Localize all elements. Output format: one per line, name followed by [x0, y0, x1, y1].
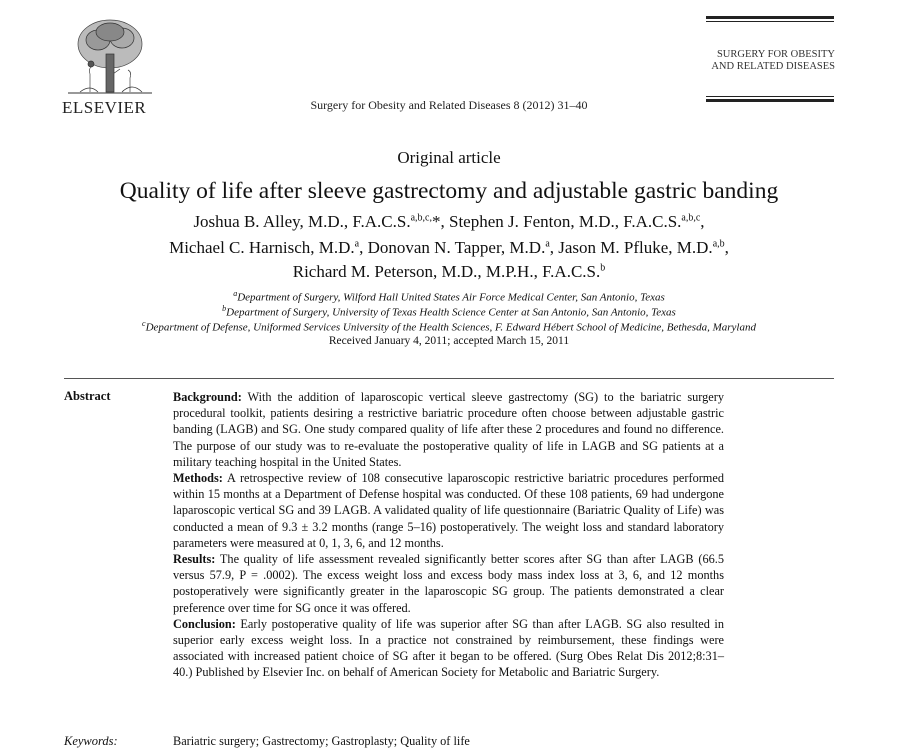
abstract-background	[173, 389, 724, 470]
abstract-methods	[173, 470, 724, 551]
affiliation-text: Department of Surgery, Wilford Hall United States Air Force Medical Center, San Antonio, Texas	[237, 291, 665, 304]
author-name: Michael C. Harnisch, M.D.	[169, 238, 355, 257]
author-affiliation-marker: a,b,c	[681, 212, 701, 224]
abstract-text: With the addition of laparoscopic vertical sleeve gastrectomy (SG) to the bariatric surgery procedural toolkit, patients desiring a restrictive bariatric procedure often choose between adjustable gastric banding (LAGB) and SG. One study compared quality of life after these 2 procedures and found no difference. The purpose of our study was to re-evaluate the postoperative quality of life in LAGB and SG patients at a military teaching hospital in the United States.	[173, 390, 724, 469]
authors-line-1	[0, 212, 898, 232]
abstract-text: A retrospective review of 108 consecutive laparoscopic restrictive bariatric procedures performed within 15 months at a Department of Defense hospital was conducted. Of these 108 patients, 69 had undergone laparoscopic vertical SG and 39 LAGB. A validated quality of life questionnaire (Bariatric Quality of Life) was conducted a mean of 9.3 ± 3.2 months (range 5–16) postoperatively. The weight loss and standard laboratory parameters were measured at 0, 1, 3, 6, and 12 months.	[173, 471, 724, 550]
article-title: Quality of life after sleeve gastrectomy and adjustable gastric banding	[119, 178, 779, 204]
abstract-results	[173, 551, 724, 616]
journal-name-line1: SURGERY FOR OBESITY	[716, 49, 835, 60]
authors-line-3	[0, 262, 898, 282]
affiliation-marker: a	[233, 289, 238, 298]
abstract-heading: Methods:	[173, 471, 223, 486]
header-rule-top	[706, 16, 834, 19]
received-dates: Received January 4, 2011; accepted March 15, 2011	[328, 335, 570, 347]
author-affiliation-marker: b	[600, 262, 606, 274]
authors-line-2	[0, 238, 898, 258]
keywords-text: Bariatric surgery; Gastrectomy; Gastroplasty; Quality of life	[173, 734, 470, 748]
author-separator: ,	[440, 212, 449, 231]
affiliation-text: Department of Defense, Uniformed Services University of the Health Sciences, F. Edward Hébert School of Medicine, Bethesda, Maryland	[145, 321, 756, 334]
author-name: Stephen J. Fenton, M.D., F.A.C.S.	[448, 212, 682, 231]
author-affiliation-marker: a,b,c,	[410, 212, 432, 224]
author-separator: ,	[549, 238, 559, 257]
affiliation-marker: b	[222, 304, 227, 313]
abstract-body	[173, 389, 724, 681]
author-name: Joshua B. Alley, M.D., F.A.C.S.	[193, 212, 411, 231]
abstract-heading: Conclusion:	[173, 616, 236, 631]
affiliation-marker: c	[142, 319, 146, 328]
article-type: Original article	[397, 148, 501, 167]
author-name: Jason M. Pfluke, M.D.	[558, 238, 713, 257]
publisher-name: ELSEVIER	[62, 98, 147, 117]
abstract-heading: Results:	[173, 552, 216, 567]
keywords-label: Keywords:	[64, 734, 118, 748]
abstract-divider	[64, 378, 834, 379]
abstract-label: Abstract	[64, 389, 111, 403]
abstract-heading: Background:	[173, 390, 242, 404]
affiliation-a	[0, 289, 898, 304]
abstract-conclusion	[173, 616, 724, 681]
affiliation-c	[0, 319, 898, 334]
journal-name	[690, 49, 835, 73]
author-name: Richard M. Peterson, M.D., M.P.H., F.A.C.S.	[292, 262, 601, 281]
affiliation-text: Department of Surgery, University of Texas Health Science Center at San Antonio, San Antonio, Texas	[226, 306, 676, 319]
header-rule-bottom	[706, 99, 834, 102]
author-name: Donovan N. Tapper, M.D.	[367, 238, 546, 257]
author-affiliation-marker: a	[545, 238, 550, 250]
author-separator: ,	[724, 238, 729, 257]
author-affiliation-marker: a,b	[712, 238, 725, 250]
abstract-text: Early postoperative quality of life was superior after SG than after LAGB. SG also resulted in superior early excess weight loss. In a practice not constrained by reimbursement, these findings were associated with increased patient choice of SG after it began to be offered. (Surg Obes Relat Dis 2012;8:31–40.) Published by Elsevier Inc. on behalf of American Society for Metabolic and Bariatric Surgery.	[173, 616, 724, 680]
abstract-text: The quality of life assessment revealed significantly better scores after SG than after LAGB (66.5 versus 57.9, P = .0002). The excess weight loss and excess body mass index loss at 3, 6, and 12 months postoperatively were significantly greater in the laparoscopic SG group. The patients demonstrated a clear preference over time for SG once it was offered.	[173, 552, 724, 615]
author-separator: ,	[359, 238, 368, 257]
journal-name-line2: AND RELATED DISEASES	[711, 61, 835, 72]
journal-reference: Surgery for Obesity and Related Diseases 8 (2012) 31–40	[310, 98, 588, 112]
header-rule-top-thin	[706, 21, 834, 22]
author-separator: ,	[700, 212, 705, 231]
corresponding-author-star: *	[431, 212, 441, 231]
author-affiliation-marker: a	[354, 238, 360, 250]
header-rule-bottom-thin	[706, 96, 834, 97]
affiliation-b	[0, 304, 898, 319]
